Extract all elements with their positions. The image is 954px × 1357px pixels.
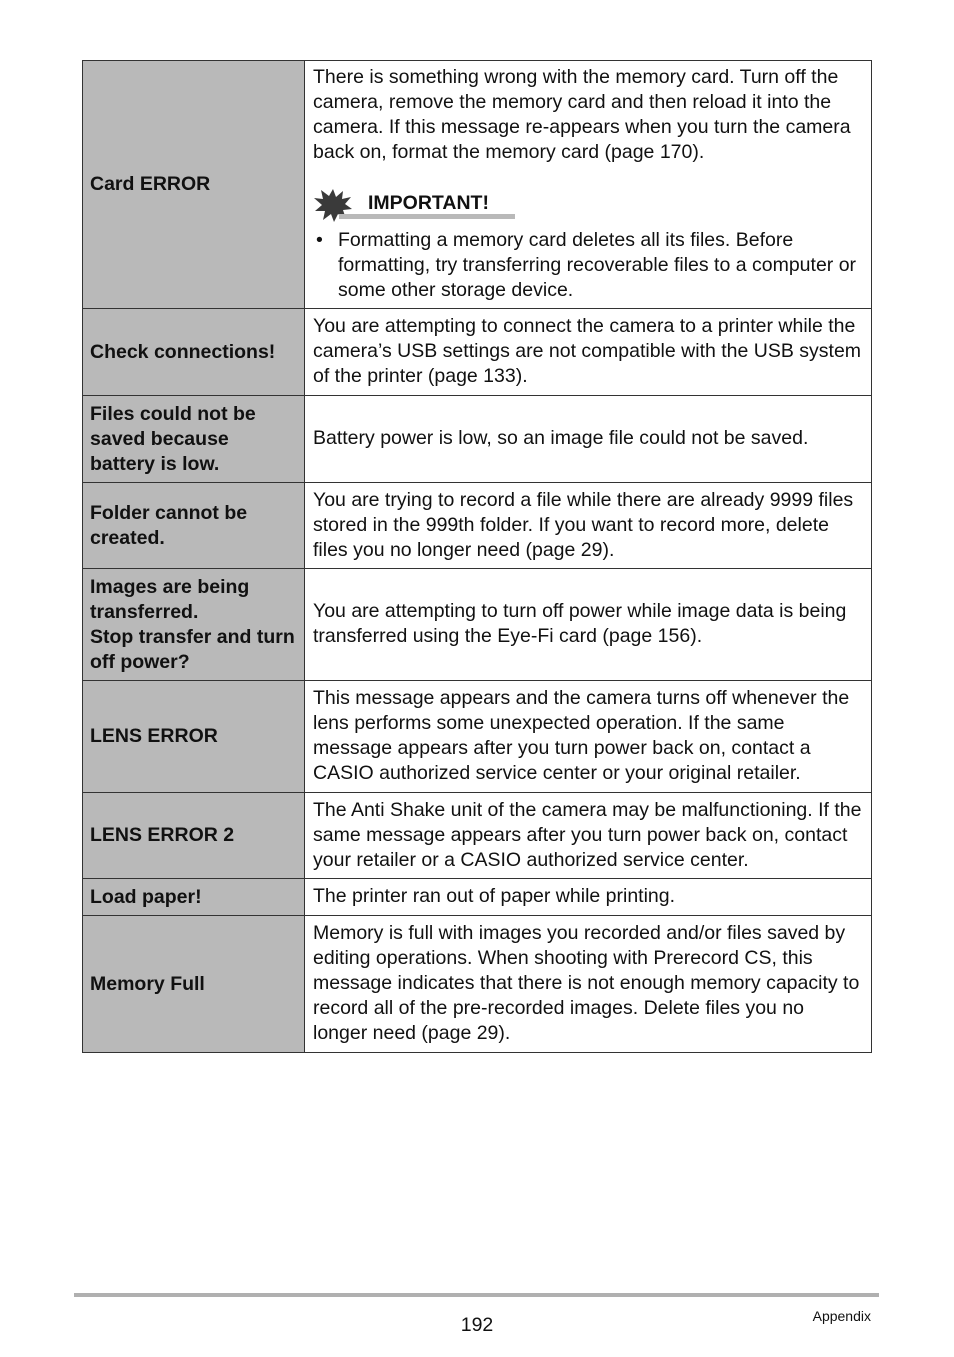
message-term: Files could not be saved because battery is low.	[83, 396, 305, 483]
table-row	[83, 793, 872, 879]
message-description: Battery power is low, so an image file could not be saved.	[305, 396, 872, 483]
important-bullet	[316, 228, 863, 303]
table-row	[83, 483, 872, 569]
table-row	[83, 569, 872, 681]
description-text: There is something wrong with the memory card. Turn off the camera, remove the memory card and then reload it into the camera. If this message re-appears when you turn the camera back on, format the memory card (page 170).	[313, 66, 851, 163]
table-row	[83, 309, 872, 396]
message-description: You are attempting to turn off power while image data is being transferred using the Eye-Fi card (page 156).	[305, 569, 872, 681]
message-term	[83, 569, 305, 681]
message-term: Folder cannot be created.	[83, 483, 305, 569]
important-heading	[313, 188, 863, 222]
table-row	[83, 396, 872, 483]
table-row	[83, 61, 872, 309]
message-term: Card ERROR	[83, 61, 305, 309]
error-message-table	[82, 60, 872, 1053]
message-term-line: Images are being transferred.	[90, 575, 250, 623]
message-term: Check connections!	[83, 309, 305, 396]
message-term: LENS ERROR 2	[83, 793, 305, 879]
message-term-line: Stop transfer and turn off power?	[90, 625, 295, 673]
message-description	[305, 61, 872, 309]
bullet-dot: •	[316, 229, 323, 251]
message-description: This message appears and the camera turns off whenever the lens performs some unexpected operation. If the same message appears after you turn power back on, contact a CASIO authorized service center or your original retailer.	[305, 681, 872, 793]
table-row	[83, 879, 872, 916]
page-number: 192	[460, 1314, 494, 1336]
message-description: Memory is full with images you recorded and/or files saved by editing operations. When shooting with Prerecord CS, this message indicates that there is not enough memory capacity to record all of the pre-recorded images. Delete files you no longer need (page 29).	[305, 916, 872, 1053]
message-description: The Anti Shake unit of the camera may be malfunctioning. If the same message appears after you turn power back on, contact your retailer or a CASIO authorized service center.	[305, 793, 872, 879]
important-label: IMPORTANT!	[368, 192, 489, 214]
message-description: The printer ran out of paper while printing.	[305, 879, 872, 916]
section-name: Appendix	[812, 1308, 871, 1324]
footer-rule	[74, 1293, 879, 1297]
message-description: You are attempting to connect the camera to a printer while the camera’s USB settings are not compatible with the USB system of the printer (page 133).	[305, 309, 872, 396]
message-description: You are trying to record a file while there are already 9999 files stored in the 999th folder. If you want to record more, delete files you no longer need (page 29).	[305, 483, 872, 569]
message-term: LENS ERROR	[83, 681, 305, 793]
table-row	[83, 681, 872, 793]
message-term: Load paper!	[83, 879, 305, 916]
bullet-text: Formatting a memory card deletes all its files. Before formatting, try transferring recoverable files to a computer or some other storage device.	[338, 229, 857, 301]
message-term: Memory Full	[83, 916, 305, 1053]
table-row	[83, 916, 872, 1053]
